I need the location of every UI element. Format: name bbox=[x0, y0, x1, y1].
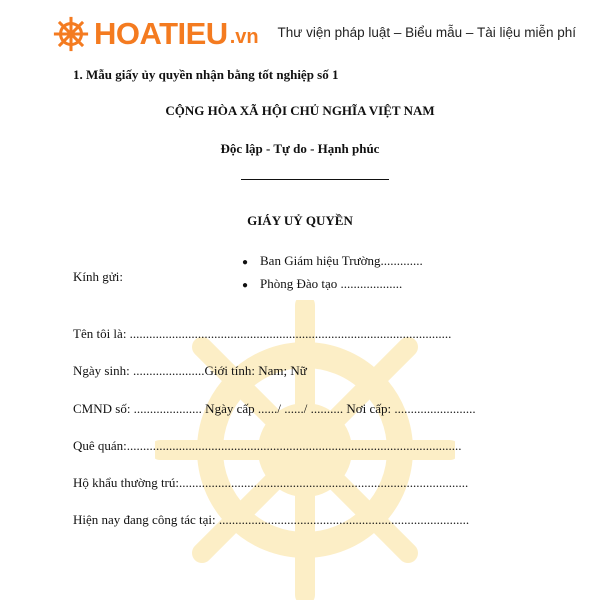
title-underline bbox=[241, 179, 389, 180]
field-residence[interactable]: Hộ khẩu thường trú:......................................................................................... bbox=[73, 475, 469, 490]
bullet-icon: ● bbox=[242, 280, 249, 291]
logo-suffix: .vn bbox=[229, 25, 259, 48]
field-hometown[interactable]: Quê quán:....................................................................................................... bbox=[73, 438, 462, 453]
national-title: CỘNG HÒA XÃ HỘI CHỦ NGHĨA VIỆT NAM bbox=[165, 103, 435, 118]
section-title: 1. Mẫu giấy ủy quyền nhận bằng tốt nghiệp số 1 bbox=[73, 67, 339, 82]
logo-text: HOATIEU bbox=[94, 16, 228, 51]
recipient-item: Phòng Đào tạo ................... bbox=[260, 276, 403, 291]
hoatieu-logo[interactable] bbox=[52, 14, 259, 54]
page-header bbox=[0, 0, 600, 62]
field-id-card[interactable]: CMND số: ..................... Ngày cấp ....../ ....../ .......... Nơi cấp: ......................... bbox=[73, 401, 476, 416]
field-name[interactable]: Tên tôi là: ................................................................................................... bbox=[73, 326, 452, 341]
recipient-item: Ban Giám hiệu Trường............. bbox=[260, 253, 423, 268]
national-motto: Độc lập - Tự do - Hạnh phúc bbox=[220, 141, 380, 156]
ship-wheel-icon bbox=[52, 15, 90, 53]
form-title: GIÁY UỶ QUYỀN bbox=[247, 213, 353, 228]
field-workplace[interactable]: Hiện nay đang công tác tại: ............................................................................. bbox=[73, 512, 470, 527]
bullet-icon: ● bbox=[242, 257, 249, 268]
recipient-label: Kính gửi: bbox=[73, 269, 124, 284]
field-birth-gender[interactable]: Ngày sinh: ......................Giới tính: Nam; Nữ bbox=[73, 363, 307, 378]
site-tagline: Thư viện pháp luật – Biểu mẫu – Tài liệu miễn phí bbox=[277, 25, 576, 40]
